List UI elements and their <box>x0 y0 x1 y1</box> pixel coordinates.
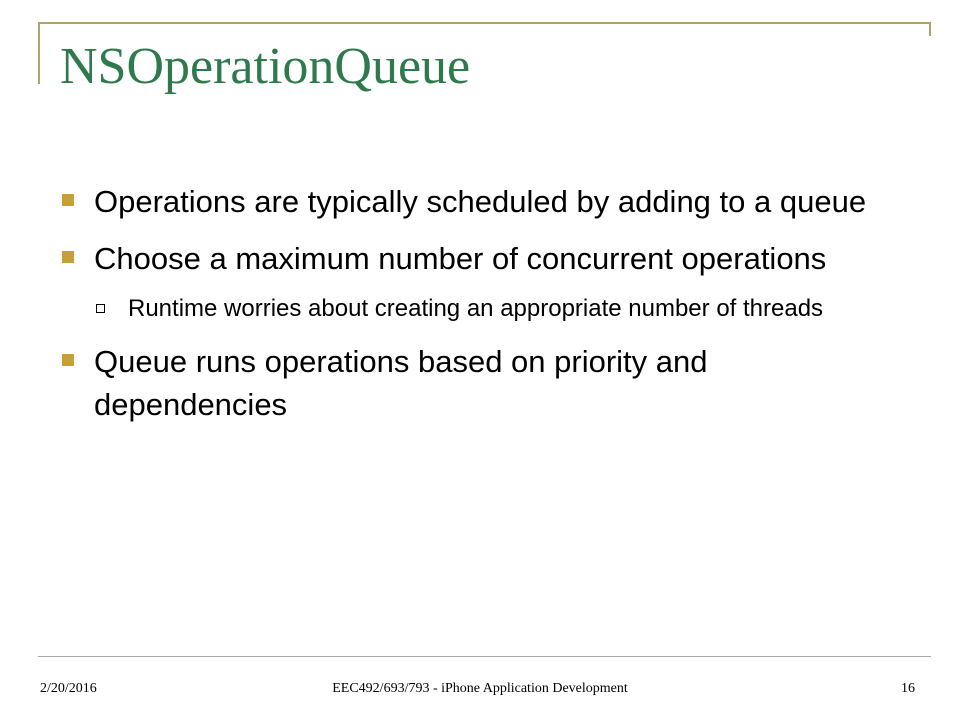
footer-course-title: EEC492/693/793 - iPhone Application Development <box>332 681 628 696</box>
square-bullet-icon <box>62 194 74 206</box>
bullet-list <box>60 180 900 440</box>
bullet-item-3 <box>60 340 900 426</box>
sub-bullet-list <box>60 292 900 326</box>
bullet-text: Operations are typically scheduled by adding to a queue <box>94 184 867 219</box>
decorative-bracket-top <box>38 22 931 24</box>
footer-divider <box>38 656 931 657</box>
bullet-text: Queue runs operations based on priority and dependencies <box>94 344 708 422</box>
sub-bullet-text: Runtime worries about creating an appropriate number of threads <box>128 295 824 322</box>
square-bullet-icon <box>62 251 74 263</box>
sub-bullet-item-1 <box>94 292 900 326</box>
page-number: 16 <box>901 681 915 696</box>
hollow-square-bullet-icon <box>96 304 105 313</box>
bullet-item-1 <box>60 180 900 223</box>
footer-date: 2/20/2016 <box>40 681 97 696</box>
bullet-text: Choose a maximum number of concurrent operations <box>94 241 827 276</box>
decorative-bracket-left <box>38 22 40 84</box>
decorative-bracket-right <box>929 22 931 36</box>
square-bullet-icon <box>62 354 74 366</box>
slide-title: NSOperationQueue <box>60 38 471 95</box>
bullet-item-2 <box>60 237 900 326</box>
